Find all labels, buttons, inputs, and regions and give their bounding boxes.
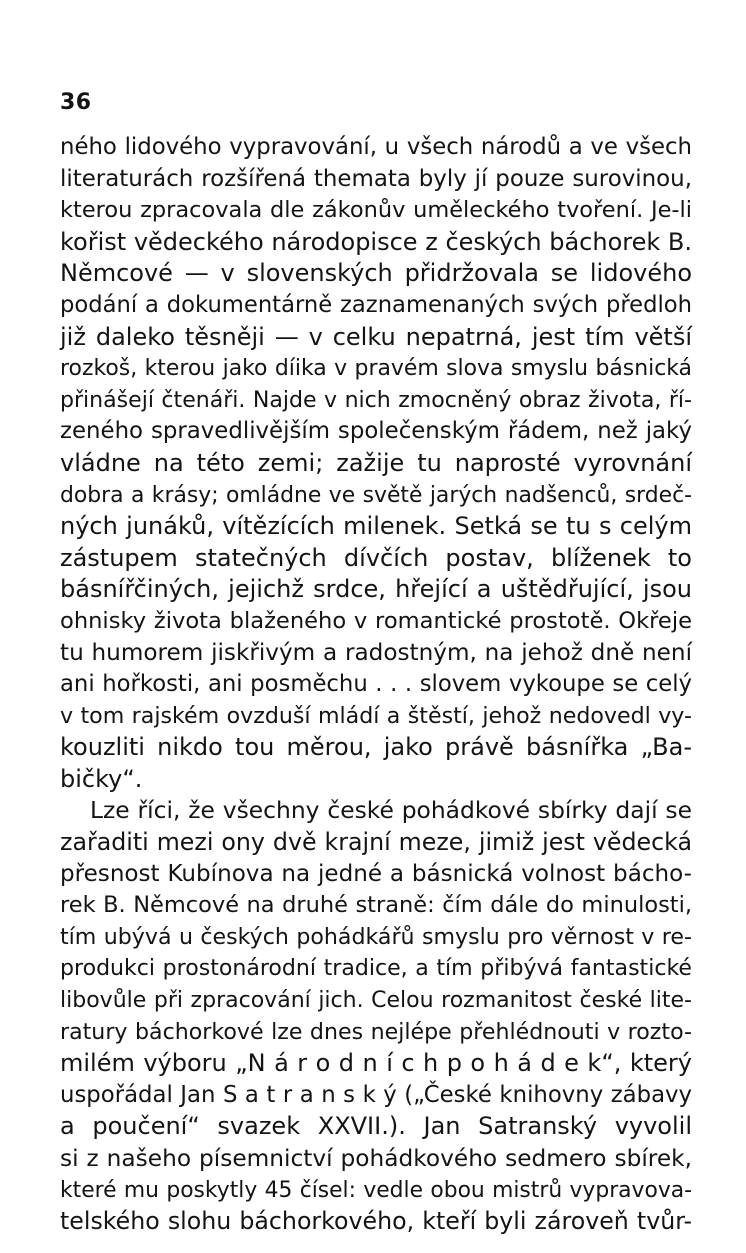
text-line: Lze říci, že všechny české pohádkové sbírky dají se [90,796,692,825]
text-line: již daleko těsněji — v celku nepatrná, jest tím větší [60,322,692,351]
text-line: zařaditi mezi ony dvě krajní meze, jimiž jest vědecká [60,828,692,857]
body-text [60,132,692,1238]
text-line: bičky“. [60,764,143,793]
text-line: Němcové — v slovenských přidržovala se lidového [60,259,692,288]
text-line: přesnost Kubínova na jedné a básnická volnost bácho- [60,860,692,887]
text-line: literaturách rozšířená themata byly jí pouze surovinou, [60,165,692,192]
text-line: přinášejí čtenáři. Najde v nich zmocněný obraz života, ří- [60,387,692,413]
text-line: ohnisky života blaženého v romantické prostotě. Okřeje [60,607,692,634]
text-line: kterou zpracovala dle zákonův uměleckého tvoření. Je-li [60,197,692,224]
text-line: telského slohu báchorkového, kteří byli zároveň tvůr- [60,1207,692,1236]
text-line: v tom rajském ovzduší mládí a štěstí, jehož nedovedl vy- [60,702,692,729]
text-line: podání a dokumentárně zaznamenaných svých předloh [60,291,692,318]
text-line: rek B. Němcové na druhé straně: čím dále do minulosti, [60,892,692,919]
text-line: libovůle při zpracování jich. Celou rozmanitost české lite- [60,988,692,1014]
text-line: ného lidového vypravování, u všech národů a ve všech [60,134,692,160]
text-line: a poučení“ svazek XXVII.). Jan Satranský vyvolil [60,1112,692,1141]
text-line: tím ubývá u českých pohádkářů smyslu pro věrnost v re- [60,923,692,950]
text-line: vládne na této zemi; zažije tu naprosté vyrovnání [60,448,692,477]
text-line: ratury báchorkové lze dnes nejlépe přehlédnouti v rozto- [60,1018,692,1045]
text-line: dobra a krásy; omládne ve světě jarých nadšenců, srdeč- [60,482,692,508]
text-line: produkci prostonárodní tradice, a tím přibývá fantastické [60,956,692,982]
page-number: 36 [60,90,92,115]
text-line: zástupem statečných dívčích postav, blíženek to [60,543,692,572]
text-line: zeného spravedlivějším společenským řádem, než jaký [60,418,692,445]
text-line: kořist vědeckého národopisce z českých báchorek B. [60,227,692,256]
text-line: uspořádal Jan S a t r a n s k ý („České knihovny zábavy [60,1081,692,1108]
text-line: rozkoš, kterou jako díika v pravém slova smyslu básnická [60,356,692,382]
text-line: ných junáků, vítězících milenek. Setká se tu s celým [60,512,692,541]
text-line: ani hořkosti, ani posměchu . . . slovem vykoupe se celý [60,671,692,698]
text-line: si z našeho písemnictví pohádkového sedmero sbírek, [60,1145,692,1172]
text-line: milém výboru „N á r o d n í c h p o h á d e k“, který [60,1049,692,1078]
text-line: kouzliti nikdo tou měrou, jako právě básnířka „Ba- [60,733,692,762]
text-line: básnířčiných, jejichž srdce, hřející a uštědřující, jsou [60,575,692,604]
text-line: které mu poskytly 45 čísel: vedle obou mistrů vypravova- [60,1177,692,1203]
text-line: tu humorem jiskřivým a radostným, na jehož dně není [60,639,692,666]
